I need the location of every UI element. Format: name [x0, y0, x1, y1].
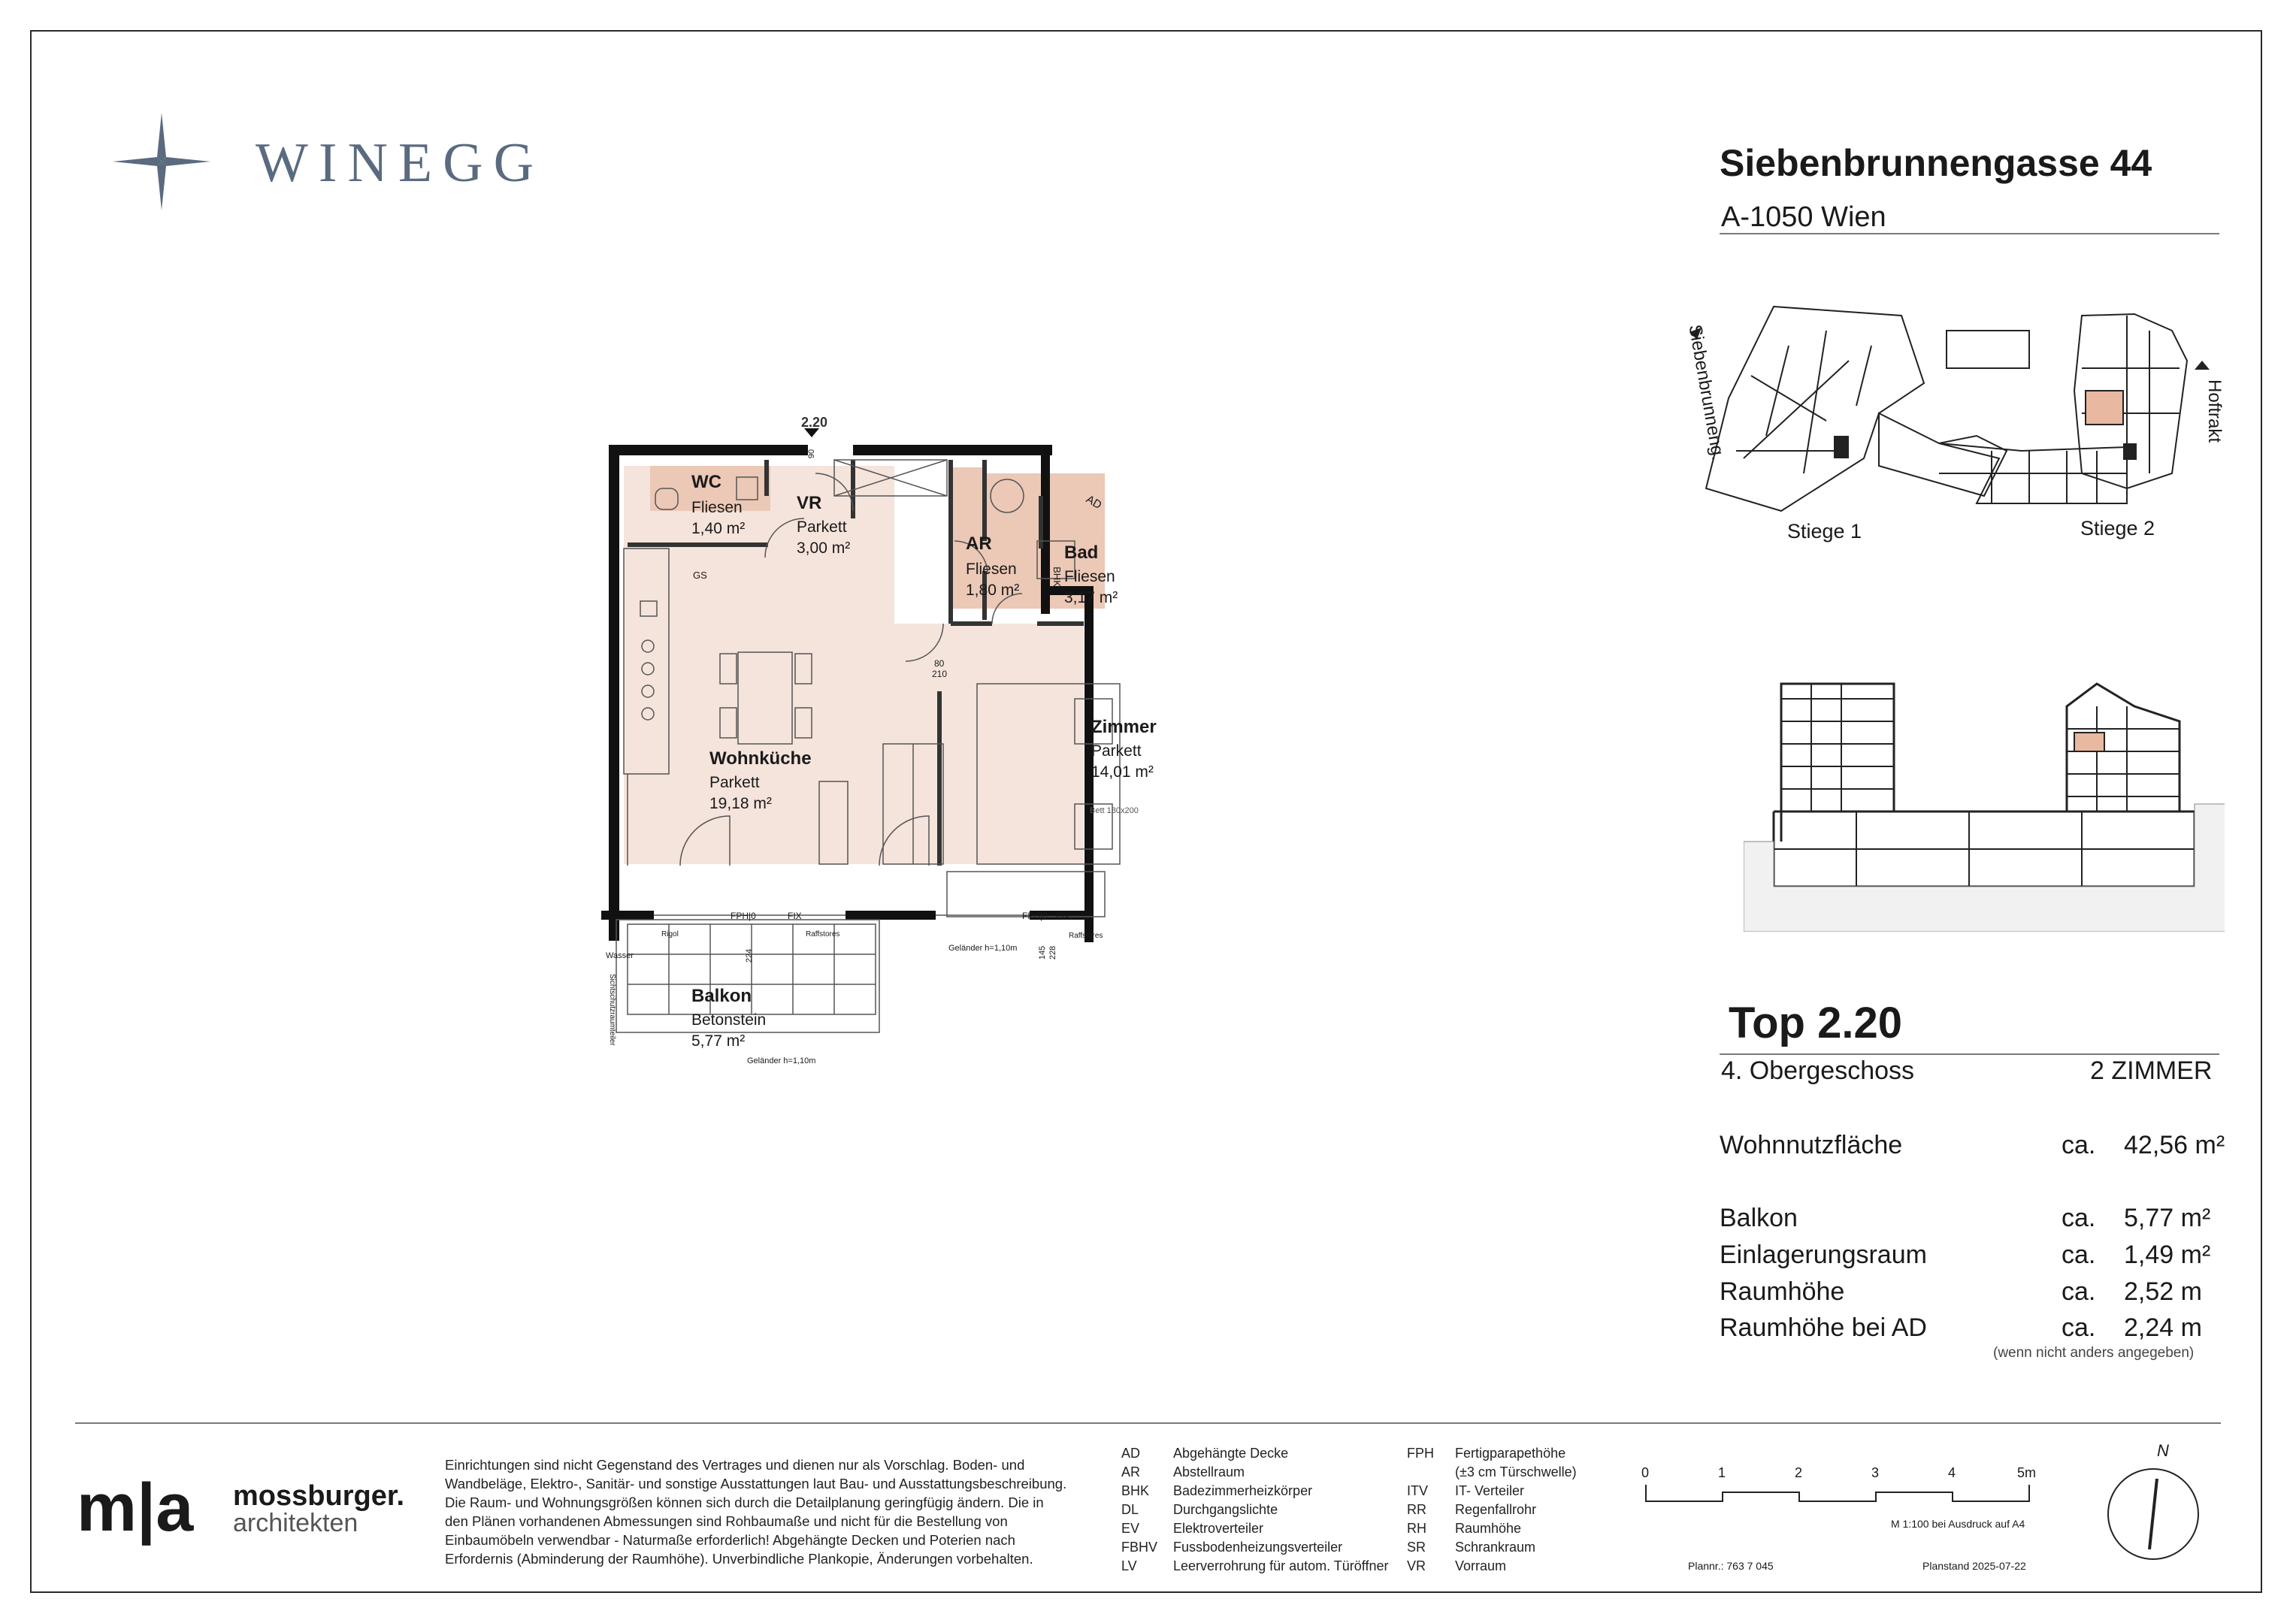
- scale-tick: 4: [1948, 1465, 1956, 1480]
- room-wohn-name: Wohnküche: [709, 748, 812, 769]
- north-arrow-icon: [2104, 1465, 2202, 1563]
- divider: [1720, 233, 2219, 234]
- scale-tick: 0: [1641, 1465, 1650, 1480]
- room-balkon-floor: Betonstein: [691, 1011, 767, 1029]
- plan-label-gelaender: Geländer h=1,10m: [948, 944, 1018, 953]
- metric-value: 2,52 m: [2124, 1277, 2202, 1306]
- plan-label-fph-2: FPH|0: [1022, 911, 1048, 921]
- legend-abbr: AR: [1121, 1464, 1141, 1479]
- plan-label-wasser: Wasser: [606, 951, 634, 960]
- legend-abbr: RR: [1407, 1502, 1426, 1517]
- metric-prefix: ca.: [2062, 1131, 2096, 1159]
- metric-prefix: ca.: [2062, 1241, 2096, 1269]
- plan-label-rigol: Rigol: [661, 930, 679, 938]
- metric-label: Raumhöhe bei AD: [1720, 1313, 1927, 1342]
- legend-abbr: EV: [1121, 1521, 1140, 1536]
- room-wc-area: 1,40 m²: [691, 520, 746, 537]
- metric-label: Balkon: [1720, 1204, 1798, 1232]
- room-wc-name: WC: [691, 472, 721, 492]
- plan-label-d80: 80: [934, 658, 945, 669]
- architect-mark: m|a: [77, 1470, 194, 1546]
- metric-prefix: ca.: [2062, 1204, 2096, 1232]
- compass-star-logo-icon: [113, 113, 210, 210]
- plan-label-raff-2: Raffstores: [1069, 932, 1103, 940]
- metric-label: Wohnnutzfläche: [1720, 1131, 1903, 1159]
- architect-name: mossburger.: [233, 1480, 405, 1512]
- metric-value: 42,56 m²: [2124, 1131, 2225, 1159]
- metric-value: 2,24 m: [2124, 1313, 2202, 1342]
- legend-abbr-col-left: [1121, 1444, 1157, 1576]
- legend-text: Regenfallrohr: [1455, 1502, 1537, 1517]
- legend-text: Badezimmerheizkörper: [1173, 1483, 1313, 1498]
- scale-tick: 2: [1795, 1465, 1803, 1480]
- siteplan-stair2: Stiege 2: [2080, 517, 2155, 539]
- room-ar-area: 1,80 m²: [966, 582, 1020, 599]
- legend-text: Fertigparapethöhe: [1455, 1446, 1566, 1461]
- legend-abbr: ITV: [1407, 1483, 1429, 1498]
- site-plan: [1676, 301, 2217, 549]
- metric-note: (wenn nicht anders angegeben): [1993, 1345, 2195, 1361]
- scale-note: M 1:100 bei Ausdruck auf A4: [1891, 1518, 2025, 1530]
- legend-abbr: FBHV: [1121, 1540, 1158, 1555]
- scale-tick: 5m: [2017, 1465, 2037, 1480]
- room-balkon-name: Balkon: [691, 986, 752, 1006]
- legend-abbr-col-right: [1407, 1444, 1434, 1576]
- floor-plan: [586, 406, 1263, 1082]
- room-vr-name: VR: [797, 493, 822, 513]
- legend-abbr: FPH: [1407, 1446, 1434, 1461]
- divider: [1720, 1053, 2219, 1055]
- room-wc-floor: Fliesen: [691, 499, 743, 516]
- plan-label-d145: 145: [1038, 945, 1048, 960]
- footer-divider: [75, 1422, 2221, 1424]
- legend-abbr: DL: [1121, 1502, 1139, 1517]
- legend-text: Schrankraum: [1455, 1540, 1536, 1555]
- plan-label-ad: AD: [1084, 492, 1104, 512]
- plan-label-bett: Bett 180x200: [1090, 806, 1139, 815]
- scale-tick: 3: [1871, 1465, 1880, 1480]
- plan-label-fix-2: FIX: [1056, 911, 1070, 921]
- siteplan-court-label: Hoftrakt: [2204, 379, 2225, 443]
- legend-abbr: VR: [1407, 1558, 1426, 1573]
- unit-title: Top 2.20: [1729, 999, 1902, 1047]
- plan-label-sicht: Sichtschutzraumteiler: [608, 974, 616, 1046]
- room-balkon-area: 5,77 m²: [691, 1032, 746, 1050]
- plan-label-fph: FPH|0: [731, 911, 756, 921]
- room-vr-area: 3,00 m²: [797, 539, 851, 557]
- disclaimer: Einrichtungen sind nicht Gegenstand des Vertrages und dienen nur als Vorschlag. Boden- und Wandbeläge, Elektro-, Sanitär- und sonstige Ausstattungen laut Bau- und Ausstattungsbeschreibung. Die Raum- und Wohnungsgrößen können sich durch die Detailplanung geringfügig ändern. Die in den Plänen vorhandenen Abmessungen sind Rohbaumaße und nicht für die Bestellung von Einbaumöbeln verwendbar - Naturmaße erforderlich! Abgehängte Decken und Poterien nach Erfordernis (Abminderung der Raumhöhe). Unverbindliche Plankopie, Änderungen vorbehalten.: [445, 1457, 1067, 1567]
- plan-label-gelaender-balkon: Geländer h=1,10m: [747, 1056, 816, 1065]
- legend-text: Elektroverteiler: [1173, 1521, 1264, 1536]
- address-city: A-1050 Wien: [1721, 201, 1886, 233]
- scale-tick: 1: [1718, 1465, 1726, 1480]
- legend-abbr: RH: [1407, 1521, 1426, 1536]
- legend-text: Leerverrohrung für autom. Türöffner: [1173, 1558, 1389, 1573]
- plan-entry-tag: 2.20: [801, 415, 828, 430]
- plan-label-d90: 90: [807, 449, 817, 459]
- room-vr-floor: Parkett: [797, 518, 847, 536]
- legend-text: Vorraum: [1455, 1558, 1507, 1573]
- plan-label-d224: 224: [745, 948, 755, 963]
- metric-label: Einlagerungsraum: [1720, 1241, 1927, 1269]
- legend-text-col-left: [1173, 1444, 1389, 1576]
- room-wohn-floor: Parkett: [709, 774, 760, 791]
- room-ar-floor: Fliesen: [966, 561, 1017, 578]
- legend-abbr: AD: [1121, 1446, 1141, 1461]
- legend-text: Durchgangslichte: [1173, 1502, 1278, 1517]
- scale-bar: [1638, 1479, 2044, 1509]
- legend-abbr: [1407, 1463, 1434, 1482]
- metric-label: Raumhöhe: [1720, 1277, 1845, 1306]
- plan-label-bhk: BHK: [1051, 567, 1063, 587]
- unit-rooms: 2 ZIMMER: [2090, 1056, 2213, 1085]
- room-zimmer-floor: Parkett: [1091, 742, 1142, 760]
- architect-sub: architekten: [233, 1509, 358, 1537]
- legend-text-col-right: [1455, 1444, 1577, 1576]
- room-ar-name: AR: [966, 533, 992, 554]
- legend-abbr: SR: [1407, 1540, 1426, 1555]
- plan-date: Planstand 2025-07-22: [1922, 1560, 2026, 1572]
- room-zimmer-area: 14,01 m²: [1091, 763, 1154, 781]
- room-wohn-area: 19,18 m²: [709, 795, 772, 812]
- legend-text: IT- Verteiler: [1455, 1483, 1525, 1498]
- siteplan-street-label: Siebenbrunneng.: [1684, 323, 1729, 462]
- room-zimmer-name: Zimmer: [1091, 717, 1157, 737]
- legend-text: Abstellraum: [1173, 1464, 1245, 1479]
- metric-value: 1,49 m²: [2124, 1241, 2211, 1269]
- plan-label-d228: 228: [1048, 945, 1058, 960]
- building-section: [1744, 661, 2225, 932]
- brand-name: WINEGG: [256, 132, 545, 194]
- room-bad-area: 3,17 m²: [1064, 589, 1118, 606]
- metric-value: 5,77 m²: [2124, 1204, 2211, 1232]
- plan-label-gs: GS: [693, 570, 707, 581]
- metric-prefix: ca.: [2062, 1277, 2096, 1306]
- legend-abbr: BHK: [1121, 1483, 1150, 1498]
- room-bad-name: Bad: [1064, 543, 1099, 563]
- address-street: Siebenbrunnengasse 44: [1720, 142, 2152, 184]
- plan-number: Plannr.: 763 7 045: [1688, 1560, 1774, 1572]
- plan-label-fix: FIX: [788, 911, 802, 921]
- legend-text: (±3 cm Türschwelle): [1455, 1464, 1577, 1479]
- legend-text: Abgehängte Decke: [1173, 1446, 1289, 1461]
- north-label: N: [2157, 1441, 2169, 1460]
- legend-abbr: LV: [1121, 1558, 1137, 1573]
- siteplan-stair1: Stiege 1: [1787, 520, 1862, 543]
- legend-text: Fussbodenheizungsverteiler: [1173, 1540, 1343, 1555]
- room-bad-floor: Fliesen: [1064, 568, 1115, 585]
- unit-floor: 4. Obergeschoss: [1721, 1056, 1915, 1085]
- plan-label-d210: 210: [932, 669, 948, 679]
- legend-text: Raumhöhe: [1455, 1521, 1522, 1536]
- plan-label-raff: Raffstores: [806, 930, 840, 938]
- metric-prefix: ca.: [2062, 1313, 2096, 1342]
